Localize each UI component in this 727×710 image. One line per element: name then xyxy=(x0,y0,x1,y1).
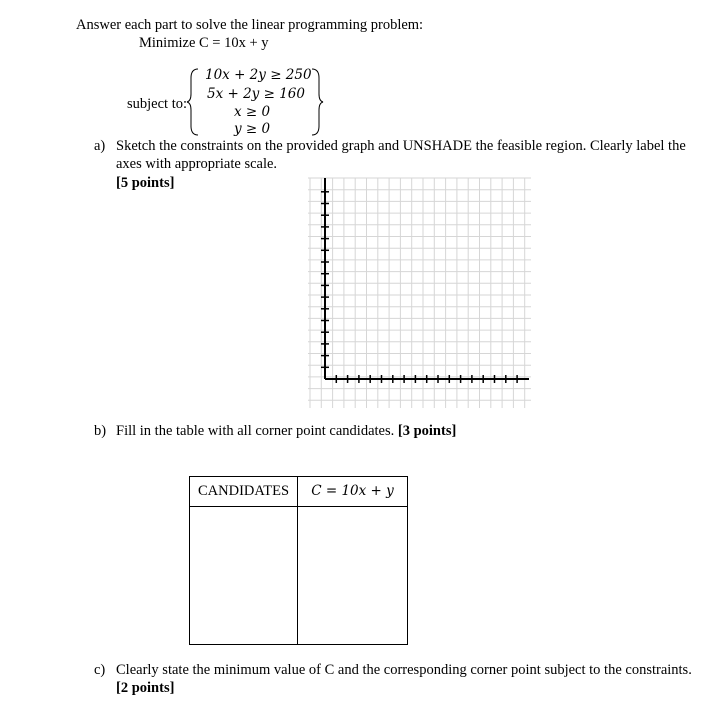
subject-to-label: subject to: xyxy=(127,96,188,112)
constraint-1: 10x + 2y ≥ 250 xyxy=(205,67,312,83)
part-a-marker: a) xyxy=(94,138,106,154)
table-row xyxy=(190,507,408,645)
constraint-4: y ≥ 0 xyxy=(234,121,271,137)
table-header-row xyxy=(190,477,408,507)
part-b-line xyxy=(116,423,456,440)
part-b-marker: b) xyxy=(94,423,107,439)
cost-cell[interactable] xyxy=(298,507,408,645)
candidates-cell[interactable] xyxy=(190,507,298,645)
candidates-table xyxy=(189,476,408,645)
axes xyxy=(321,178,529,383)
right-brace-icon xyxy=(310,68,324,136)
table-header-cost: C = 10x + y xyxy=(298,477,408,507)
instructions-text: Answer each part to solve the linear programming problem: xyxy=(76,17,424,33)
objective-text: Minimize C = 10x + y xyxy=(139,35,269,51)
part-b-points: [3 points] xyxy=(397,423,457,439)
part-a-line2: axes with appropriate scale. xyxy=(116,156,278,172)
constraint-3: x ≥ 0 xyxy=(234,104,271,120)
part-a-line1: Sketch the constraints on the provided graph and UNSHADE the feasible region. Clearly label the xyxy=(116,138,686,154)
constraint-2: 5x + 2y ≥ 160 xyxy=(207,86,305,102)
part-c-marker: c) xyxy=(94,662,106,678)
table-header-candidates: CANDIDATES xyxy=(190,477,298,507)
left-brace-icon xyxy=(186,68,200,136)
part-c-points: [2 points] xyxy=(116,680,175,696)
graph-grid[interactable] xyxy=(305,174,535,410)
objective-function xyxy=(139,35,269,52)
part-c-text: Clearly state the minimum value of C and the corresponding corner point subject to the constraints. xyxy=(116,662,692,678)
grid-lines xyxy=(308,178,531,408)
part-b-text: Fill in the table with all corner point candidates. xyxy=(116,423,395,439)
part-a-points: [5 points] xyxy=(116,175,175,191)
